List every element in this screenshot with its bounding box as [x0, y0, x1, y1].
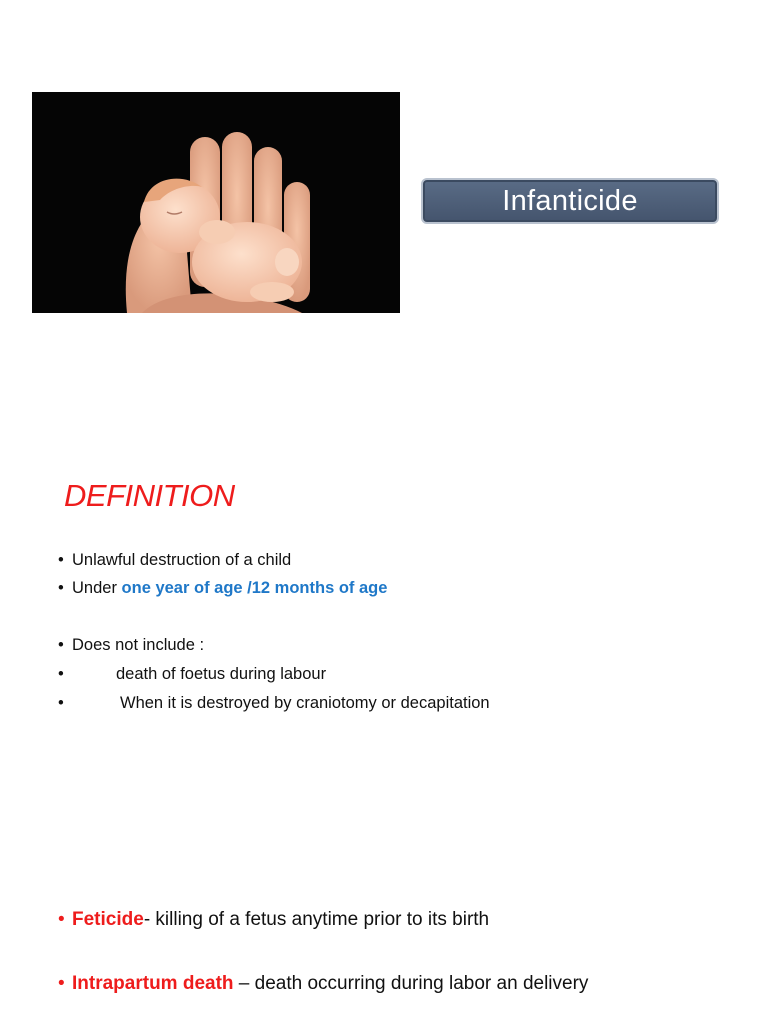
- bullet-icon: •: [58, 636, 64, 654]
- list-item-text: Unlawful destruction of a child: [72, 551, 292, 569]
- term-description: - killing of a fetus anytime prior to its birth: [143, 909, 490, 930]
- list-item: [58, 551, 291, 570]
- age-highlight: one year of age /12 months of age: [121, 579, 388, 597]
- baby-in-hand-photo: [32, 92, 400, 313]
- term-label: Intrapartum death: [72, 973, 234, 994]
- definition-heading: DEFINITION: [64, 478, 235, 513]
- page-title: Infanticide: [502, 184, 638, 217]
- bullet-icon: •: [58, 909, 65, 930]
- term-feticide: [58, 909, 489, 931]
- term-description: – death occurring during labor an delivery: [233, 973, 589, 994]
- list-item: [58, 636, 204, 655]
- term-intrapartum-death: [58, 973, 588, 995]
- bullet-icon: •: [58, 579, 64, 597]
- list-item-text: When it is destroyed by craniotomy or decapitation: [120, 694, 490, 712]
- list-item-text: Does not include :: [72, 636, 205, 654]
- bullet-icon: •: [58, 665, 64, 683]
- list-item: [58, 694, 490, 713]
- term-label: Feticide: [72, 909, 144, 930]
- list-item: [58, 579, 387, 598]
- baby-in-hand-illustration: [32, 92, 400, 313]
- list-item-text: death of foetus during labour: [116, 665, 327, 683]
- bullet-icon: •: [58, 694, 64, 712]
- title-banner: [421, 178, 719, 224]
- list-item-text: Under: [72, 579, 122, 597]
- list-item: [58, 665, 326, 684]
- bullet-icon: •: [58, 551, 64, 569]
- bullet-icon: •: [58, 973, 65, 994]
